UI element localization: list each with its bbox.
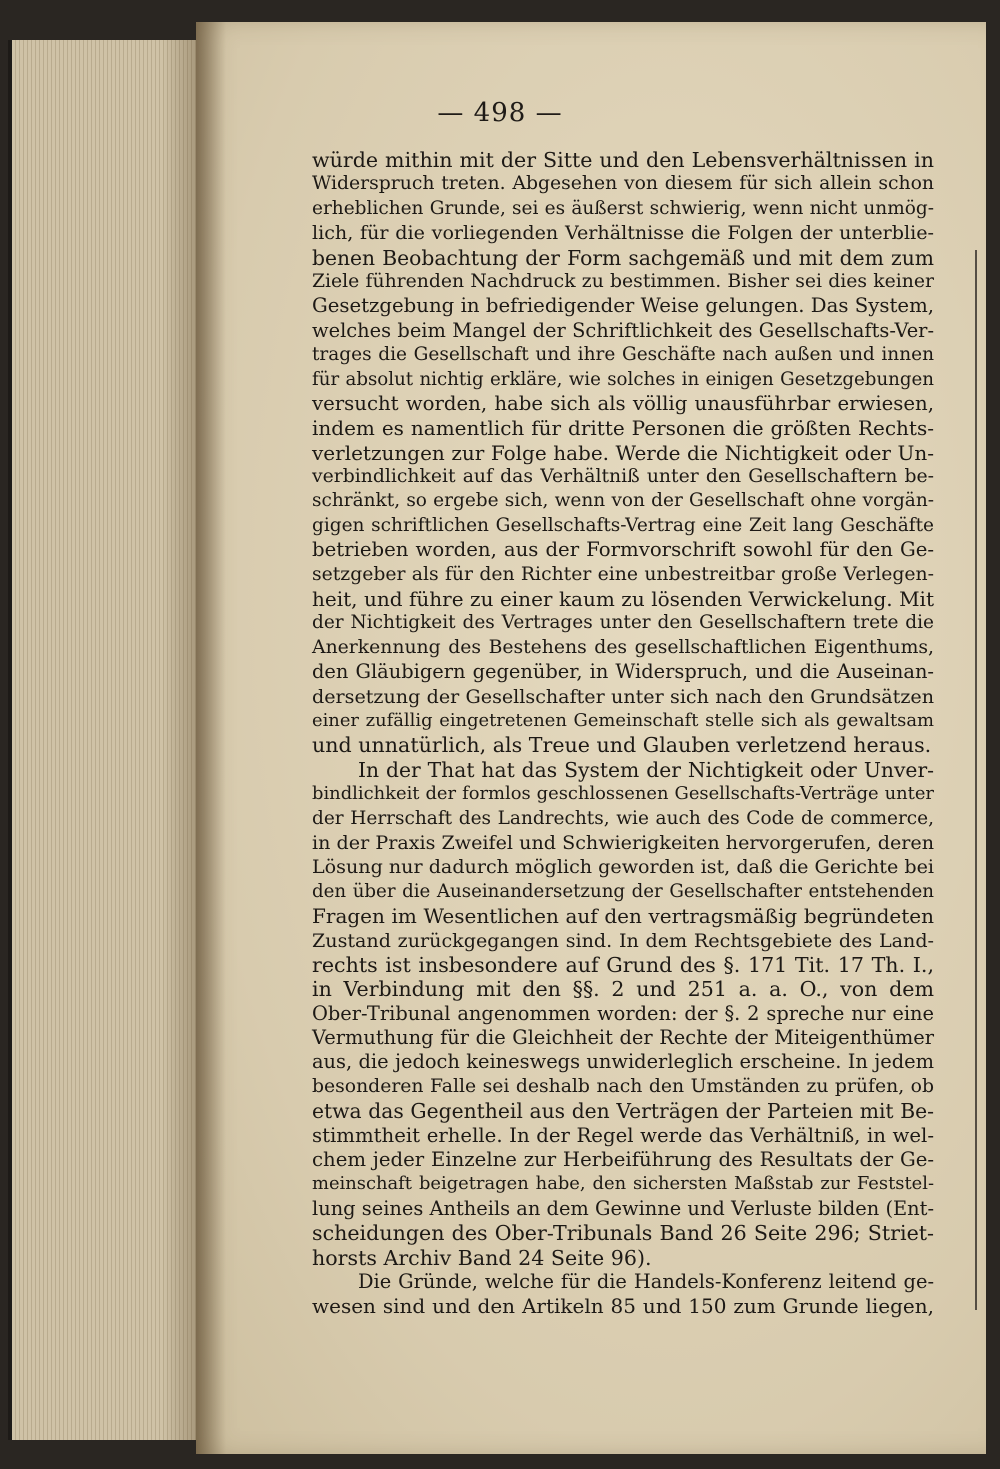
- text-line: Die Gründe, welche für die Handels-Konferenz leitend ge-: [358, 1269, 934, 1293]
- text-line: aus, die jedoch keineswegs unwiderleglich erscheine. In jedem: [312, 1050, 934, 1074]
- text-line: etwa das Gegentheil aus den Verträgen der Parteien mit Be-: [312, 1099, 934, 1124]
- spine-shadow: [196, 22, 226, 1454]
- text-line: versucht worden, habe sich als völlig unausführbar erwiesen,: [312, 391, 934, 415]
- text-line: wesen sind und den Artikeln 85 und 150 zum Grunde liegen,: [312, 1294, 934, 1319]
- text-line: meinschaft beigetragen habe, den sichersten Maßstab zur Feststel-: [312, 1173, 934, 1195]
- text-line: der Herrschaft des Landrechts, wie auch des Code de commerce,: [312, 807, 934, 829]
- text-line: heit, und führe zu einer kaum zu lösenden Verwickelung. Mit: [312, 587, 934, 612]
- text-line: Vermuthung für die Gleichheit der Rechte der Miteigenthümer: [312, 1026, 934, 1050]
- text-line: In der That hat das System der Nichtigkeit oder Unver-: [358, 757, 934, 782]
- text-line: lich, für die vorliegenden Verhältnisse die Folgen der unterblie-: [312, 221, 934, 245]
- page-number: — 498 —: [437, 98, 563, 128]
- text-line: Lösung nur dadurch möglich geworden ist, daß die Gerichte bei: [312, 855, 934, 879]
- text-line: den Gläubigern gegenüber, in Widerspruch, und die Auseinan-: [312, 660, 934, 684]
- text-line: trages die Gesellschaft und ihre Geschäfte nach außen und innen: [312, 344, 934, 366]
- text-line: Anerkennung des Bestehens des gesellschaftlichen Eigenthums,: [312, 636, 934, 658]
- text-line: besonderen Falle sei deshalb nach den Umständen zu prüfen, ob: [312, 1075, 934, 1097]
- body-text: [312, 148, 934, 1319]
- margin-rule: [975, 250, 977, 1310]
- text-line: benen Beobachtung der Form sachgemäß und mit dem zum: [312, 245, 934, 270]
- text-line: in Verbindung mit den §§. 2 und 251 a. a. O., von dem: [312, 977, 934, 1002]
- text-line: Fragen im Wesentlichen auf den vertragsmäßig begründeten: [312, 904, 934, 929]
- book-page-edges: [8, 40, 202, 1440]
- text-line: der Nichtigkeit des Vertrages unter den Gesellschaftern trete die: [312, 612, 934, 634]
- text-line: dersetzung der Gesellschafter unter sich nach den Grundsätzen: [312, 684, 934, 708]
- text-line: den über die Auseinandersetzung der Gesellschafter entstehenden: [312, 880, 934, 902]
- text-line: Zustand zurückgegangen sind. In dem Rechtsgebiete des Land-: [312, 928, 934, 952]
- text-line: verletzungen zur Folge habe. Werde die Nichtigkeit oder Un-: [312, 440, 934, 465]
- text-line: einer zufällig eingetretenen Gemeinschaft stelle sich als gewaltsam: [312, 709, 934, 731]
- text-line: setzgeber als für den Richter eine unbestreitbar große Verlegen-: [312, 563, 934, 585]
- text-line: gigen schriftlichen Gesellschafts-Vertrag eine Zeit lang Geschäfte: [312, 514, 934, 536]
- text-line: chem jeder Einzelne zur Herbeiführung des Resultats der Ge-: [312, 1148, 934, 1172]
- text-line: welches beim Mangel der Schriftlichkeit des Gesellschafts-Ver-: [312, 318, 934, 342]
- text-line: und unnatürlich, als Treue und Glauben verletzend heraus.: [312, 733, 932, 758]
- text-line: in der Praxis Zweifel und Schwierigkeiten hervorgerufen, deren: [312, 830, 934, 854]
- text-line: bindlichkeit der formlos geschlossenen Gesellschafts-Verträge unter: [312, 783, 934, 805]
- text-line: indem es namentlich für dritte Personen die größten Rechts-: [312, 416, 934, 441]
- text-line: für absolut nichtig erkläre, wie solches in einigen Gesetzgebungen: [312, 368, 934, 390]
- text-line: lung seines Antheils an dem Gewinne und Verluste bilden (Ent-: [312, 1196, 934, 1220]
- text-line: Widerspruch treten. Abgesehen von diesem für sich allein schon: [312, 173, 934, 195]
- text-line: Ziele führenden Nachdruck zu bestimmen. Bisher sei dies keiner: [312, 270, 934, 292]
- text-line: schränkt, so ergebe sich, wenn von der Gesellschaft ohne vorgän-: [312, 490, 934, 512]
- text-line: verbindlichkeit auf das Verhältniß unter den Gesellschaftern be-: [312, 466, 934, 488]
- text-line: scheidungen des Ober-Tribunals Band 26 Seite 296; Striet-: [312, 1221, 934, 1246]
- text-line: erheblichen Grunde, sei es äußerst schwierig, wenn nicht unmög-: [312, 197, 934, 219]
- text-line: stimmtheit erhelle. In der Regel werde das Verhältniß, in wel-: [312, 1123, 934, 1147]
- text-line: horsts Archiv Band 24 Seite 96).: [312, 1245, 652, 1270]
- text-line: rechts ist insbesondere auf Grund des §. 171 Tit. 17 Th. I.,: [312, 952, 934, 977]
- text-line: Ober-Tribunal angenommen worden: der §. 2 spreche nur eine: [312, 1001, 934, 1025]
- text-line: würde mithin mit der Sitte und den Lebensverhältnissen in: [312, 148, 934, 172]
- text-line: betrieben worden, aus der Formvorschrift sowohl für den Ge-: [312, 538, 934, 562]
- text-line: Gesetzgebung in befriedigender Weise gelungen. Das System,: [312, 294, 934, 318]
